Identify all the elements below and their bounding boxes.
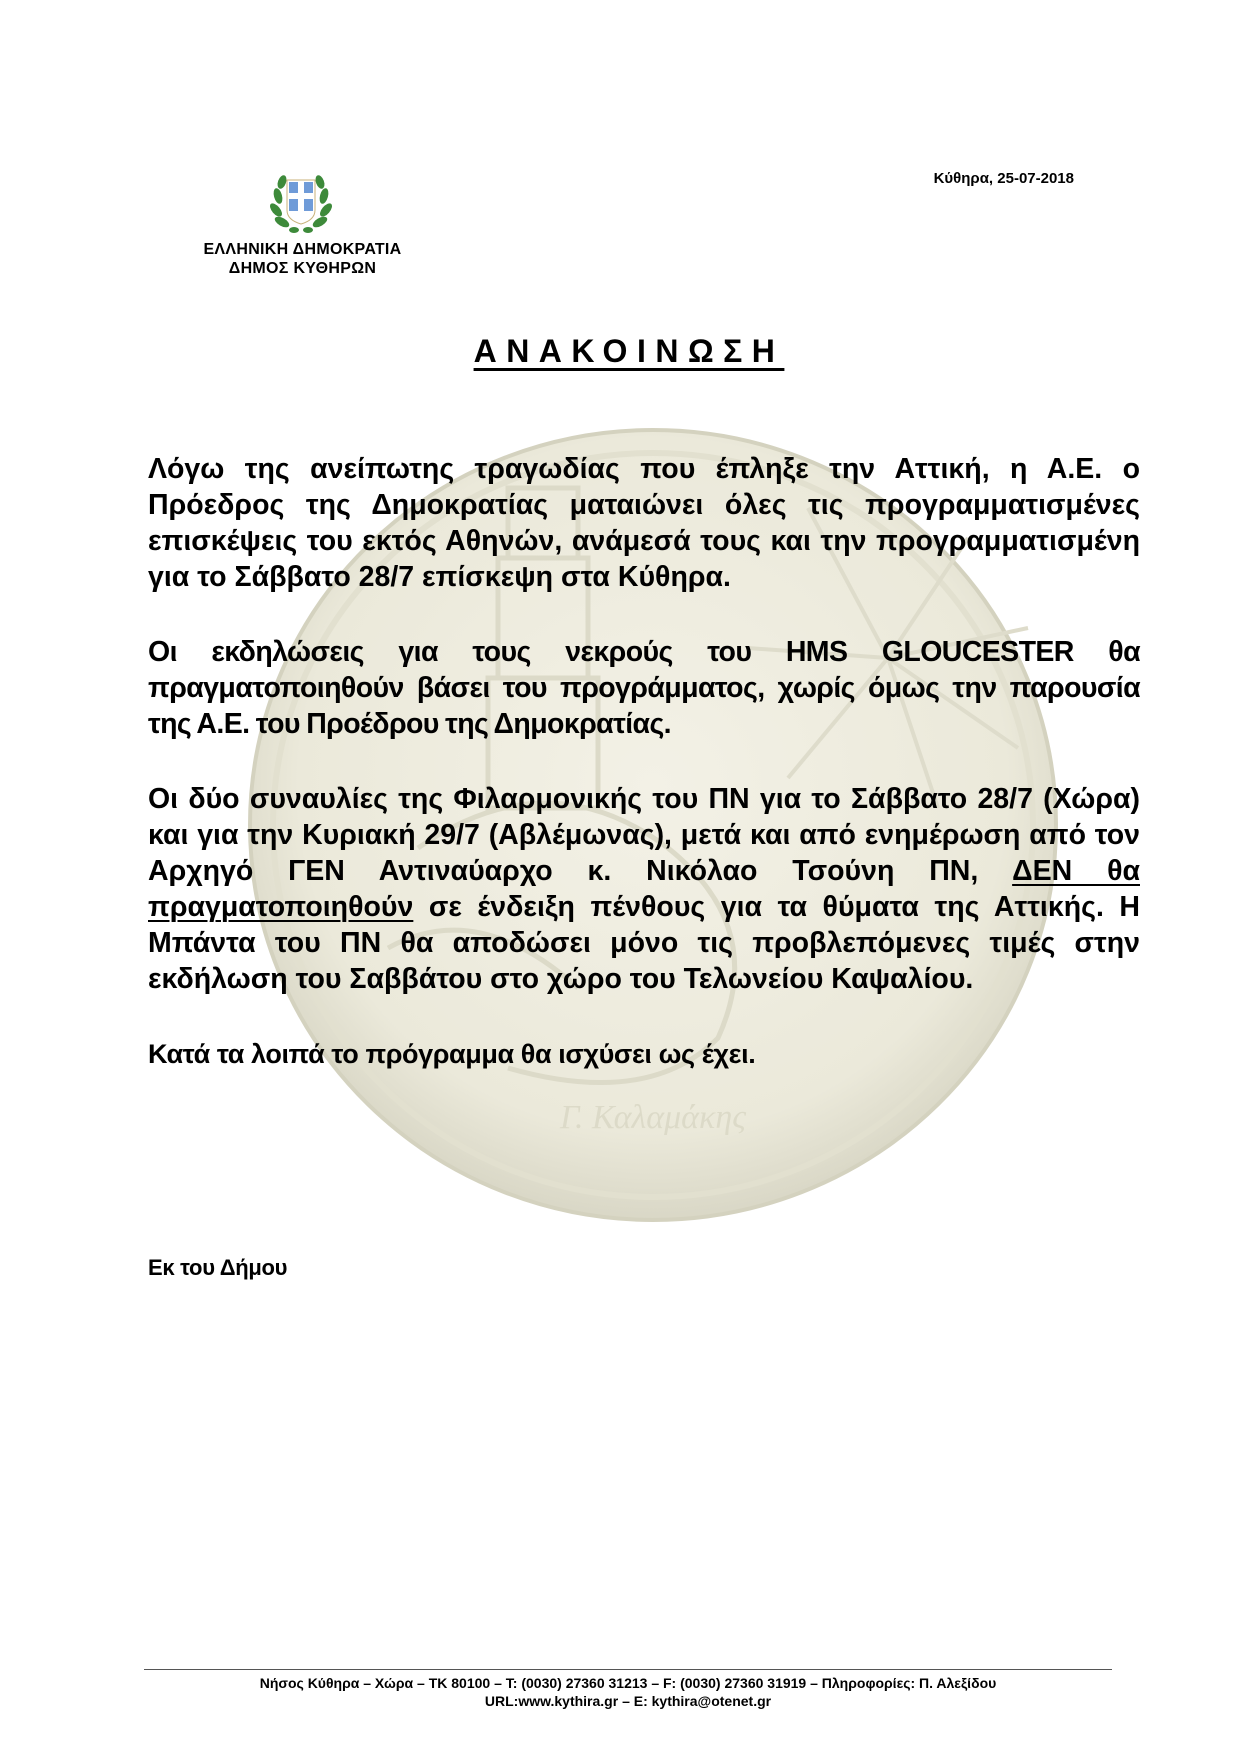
greek-coat-of-arms-icon	[268, 166, 334, 236]
page-title-text: ΑΝΑΚΟΙΝΩΣΗ	[473, 333, 785, 369]
org-line-municipality: ΔΗΜΟΣ ΚΥΘΗΡΩΝ	[228, 260, 377, 277]
concerts-cancelled-emphasis: ΔΕΝ θα πραγματοποιηθούν	[148, 855, 1140, 923]
paragraph-closing: Κατά τα λοιπά το πρόγραμμα θα ισχύσει ως έχει.	[148, 1039, 756, 1069]
page-title	[0, 333, 1240, 370]
footer	[144, 1674, 1112, 1710]
document-date: Κύθηρα, 25-07-2018	[933, 170, 1074, 187]
paragraph-concerts	[148, 781, 1140, 997]
engraver-signature: Γ. Καλαμάκης	[559, 1099, 747, 1136]
signoff: Εκ του Δήμου	[148, 1255, 288, 1280]
footer-divider	[144, 1669, 1112, 1670]
concerts-text-before: Οι δύο συναυλίες της Φιλαρμονικής του ΠΝ για το Σάββατο 28/7 (Χώρα) και για την Κυριακή 29/7 (Αβλέμωνας), μετά και από ενημέρωση από τον Αρχηγό ΓΕΝ Αντιναύαρχο κ. Νικόλαο Τσούνη ΠΝ,	[148, 783, 1140, 887]
paragraph-cancellation: Λόγω της ανείπωτης τραγωδίας που έπληξε την Αττική, η Α.Ε. ο Πρόεδρος της Δημοκρατίας ματαιώνει όλες τις προγραμματισμένες επισκέψεις του εκτός Αθηνών, ανάμεσά τους και την προγραμματισμένη για το Σάββατο 28/7 επίσκεψη στα Κύθηρα.	[148, 453, 1140, 593]
paragraph-gloucester: Οι εκδηλώσεις για τους νεκρούς του HMS GLOUCESTER θα πραγματοποιηθούν βάσει του προγράμματος, χωρίς όμως την παρουσία της Α.Ε. του Προέδρου της Δημοκρατίας.	[148, 636, 1140, 740]
footer-contact-line: Νήσος Κύθηρα – Χώρα – ΤΚ 80100 – Τ: (0030) 27360 31213 – F: (0030) 27360 31919 – Πληροφορίες: Π. Αλεξίδου	[259, 1675, 997, 1691]
issuer-block	[150, 240, 455, 278]
announcement-body	[148, 451, 1140, 1072]
concerts-text-after: σε ένδειξη πένθους για τα θύματα της Αττικής. Η Μπάντα του ΠΝ θα αποδώσει μόνο τις προβλεπόμενες τιμές στην εκδήλωση του Σαββάτου στο χώρο του Τελωνείου Καψαλίου.	[148, 891, 1140, 995]
footer-web-line: URL:www.kythira.gr – E: kythira@otenet.gr	[484, 1693, 772, 1709]
org-line-republic: ΕΛΛΗΝΙΚΗ ΔΗΜΟΚΡΑΤΙΑ	[203, 241, 402, 258]
